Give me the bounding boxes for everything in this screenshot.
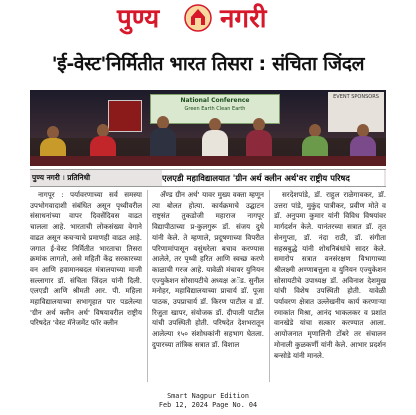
masthead-name-left: पुण्य <box>117 4 160 34</box>
article-column-3 <box>274 190 386 386</box>
banner-title: National Conference <box>180 97 250 104</box>
article-paragraph: सरदेशपांडे, डॉ. राहुल राळेगावकर, डॉ. उत्तरा पांडे, मुकुंद पात्रीकर, प्रवीण मोते व डॉ. अनुपमा कुमार यांनी विविध विषयांवर मार्गदर्शन केले. यानंतरच्या सत्रात डॉ. तृत सेनगुप्ता, डॉ. नंदा राठी, डॉ. संगीता सहस्रबुद्धे यांनी शोधनिबंधांचे सादर केले. समारोप सत्रात वनसंरक्षण विभागाच्या श्रीलक्ष्मी अण्णाबत्तुला व युनियन एज्युकेशन सोसायटीचे उपाध्यक्ष डॉ. अविनाश देशमुख यांची विशेष उपस्थिती होती. यावेळी पर्यावरण क्षेत्रात उल्लेखनीय कार्य करणाऱ्या रमाकांत मिश्रा, आनंद भाकलकर व प्रशांत वानखेडे यांचा सत्कार करण्यात आला. आयोजनात मृणालिनी टोंबरे तर संचालन मोनाली कुळकर्णी यांनी केले. आभार प्रदर्शन बन्सोडे यांनी मानले. <box>274 190 386 360</box>
temple-emblem-icon <box>183 3 213 33</box>
dais-table <box>30 156 386 166</box>
subheadline: एलएडी महाविद्यालयात 'ग्रीन अर्थ क्लीन अर्थ'वर राष्ट्रीय परिषद <box>162 170 384 186</box>
byline-place: पुण्य नगरी <box>32 173 60 182</box>
byline-separator: । <box>59 173 68 182</box>
article-column-1 <box>30 190 142 386</box>
sponsor-label: EVENT SPONSORS <box>333 94 379 100</box>
byline <box>32 170 90 186</box>
banner-subtitle: Green Earth Clean Earth <box>184 106 246 112</box>
masthead <box>0 0 416 38</box>
masthead-name-right: नगरी <box>220 4 267 34</box>
edition-footer <box>0 392 416 410</box>
column-divider <box>147 190 148 382</box>
headline-text: 'ई-वेस्ट'निर्मितीत भारत तिसरा : संचिता जिंदल <box>51 53 365 75</box>
subheadline-bar <box>30 169 386 187</box>
event-photo <box>30 90 386 166</box>
byline-desk: प्रतिनिधी <box>67 173 91 182</box>
article-paragraph: नागपूर : पर्यावरणाच्या सर्व समस्या उपभोगवादाशी संबंधित असून पृथ्वीवरील संसाधनांच्या वापर दिवसेंदिवस वाढत चालला आहे. भारताची लोकसंख्या वेगाने वाढत असून कचऱ्याचे प्रमाणही वाढत आहे. जगात ई-वेस्ट निर्मितीत भारताचा तिसरा क्रमांक लागतो, असे महिती केंद्र सरकारच्या वन आणि हवामानबदल मंत्रालयाच्या माजी सल्लागार डॉ. संचिता जिंदल यांनी दिली. एलएडी आणि श्रीमती आर. पी. महिला महाविद्यालयाच्या सभागृहात पार पडलेल्या 'ग्रीन अर्थ क्लीन अर्थ' विषयावरील राष्ट्रीय परिषदेत 'वेस्ट मॅनेजमेंट फॉर क्लीन <box>30 190 142 328</box>
article-column-2 <box>152 190 264 386</box>
edition-date-page: Feb 12, 2024 Page No. 04 <box>158 401 258 409</box>
edition-name: Smart Nagpur Edition <box>167 392 249 400</box>
column-divider <box>269 190 270 382</box>
headline <box>0 44 416 84</box>
article-paragraph: अँण्ड ग्रीन अर्थ' यावर मुख्य वक्ता म्हणून त्या बोलत होत्या. कार्यक्रमाचे उद्घाटन राष्ट्रसंत तुकडोजी महाराज नागपूर विद्यापीठाच्या प्र-कुलगुरू डॉ. संजय दुधे यांनी केले. ते म्हणाले, प्रदूषणाच्या विपरीत परिणामांपासून वसुंधरेला बचाव करण्यास आलेले, तर पृथ्वी हरित आणि स्वच्छ करणे काळाची गरज आहे. यावेळी मंचावर युनियन एज्युकेशन सोसायटीचे अध्यक्ष अॅड. सुनील मनोहर, महाविद्यालयाच्या प्राचार्य डॉ. पूजा पाठक, उपप्राचार्य डॉ. किरण पाटील व डॉ. रिजुता खापर, संयोजक डॉ. दीपाली पाटील यांची उपस्थिती होती. परिषदेत देशभरातून आलेल्या १५० संशोधकांनी सहभाग घेतला. दुपारच्या तांत्रिक सत्रात डॉ. विशाल <box>152 190 264 349</box>
